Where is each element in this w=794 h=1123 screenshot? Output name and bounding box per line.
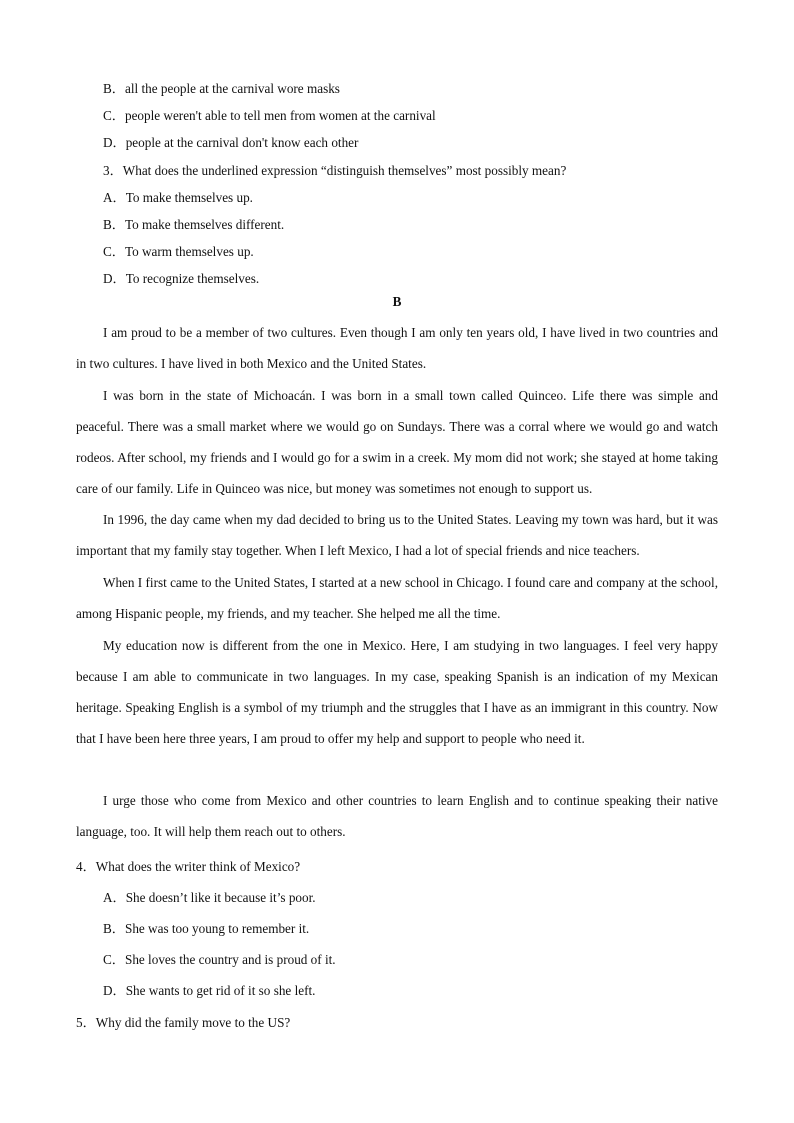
q2-option-c: C．people weren't able to tell men from women at the carnival xyxy=(103,108,436,123)
q2-option-d: D．people at the carnival don't know each other xyxy=(103,135,359,150)
passage-paragraph-5: My education now is different from the one in Mexico. Here, I am studying in two languages. I feel very happy because I am able to communicate in two languages. In my case, speaking Spanish is an indication of my Mexican heritage. Speaking English is a symbol of my triumph and the struggles that I have as an immigrant in this country. Now that I have been here three years, I am proud to offer my help and support to people who need it. xyxy=(76,638,718,746)
passage-paragraph-6: I urge those who come from Mexico and other countries to learn English and to continue speaking their native language, too. It will help them reach out to others. xyxy=(76,793,718,839)
q2-option-b: B．all the people at the carnival wore masks xyxy=(103,81,340,96)
passage-paragraph-1: I am proud to be a member of two cultures. Even though I am only ten years old, I have lived in two countries and in two cultures. I have lived in both Mexico and the United States. xyxy=(76,325,718,371)
q3-stem: 3．What does the underlined expression “distinguish themselves” most possibly mean? xyxy=(103,163,567,178)
passage-paragraph-4: When I first came to the United States, I started at a new school in Chicago. I found care and company at the school, among Hispanic people, my friends, and my teacher. She helped me all the time. xyxy=(76,575,718,621)
q3-option-a: A．To make themselves up. xyxy=(103,190,253,205)
q4-option-b: B．She was too young to remember it. xyxy=(103,921,310,936)
passage-paragraph-3: In 1996, the day came when my dad decided to bring us to the United States. Leaving my town was hard, but it was important that my family stay together. When I left Mexico, I had a lot of special friends and nice teachers. xyxy=(76,512,718,558)
q4-option-a: A．She doesn’t like it because it’s poor. xyxy=(103,890,316,905)
q4-option-d: D．She wants to get rid of it so she left. xyxy=(103,983,316,998)
q5-stem: 5．Why did the family move to the US? xyxy=(76,1015,291,1030)
section-title: B xyxy=(392,294,402,309)
q3-option-c: C．To warm themselves up. xyxy=(103,244,254,259)
q4-option-c: C．She loves the country and is proud of it. xyxy=(103,952,336,967)
q3-option-b: B．To make themselves different. xyxy=(103,217,285,232)
q3-option-d: D．To recognize themselves. xyxy=(103,271,260,286)
passage-paragraph-2: I was born in the state of Michoacán. I was born in a small town called Quinceo. Life there was simple and peaceful. There was a small market where we would go on Sundays. There was a corral where we would go and watch rodeos. After school, my friends and I would go for a swim in a creek. My mom did not work; she stayed at home taking care of our family. Life in Quinceo was nice, but money was sometimes not enough to support us. xyxy=(76,388,718,496)
q4-stem: 4．What does the writer think of Mexico? xyxy=(76,859,301,874)
